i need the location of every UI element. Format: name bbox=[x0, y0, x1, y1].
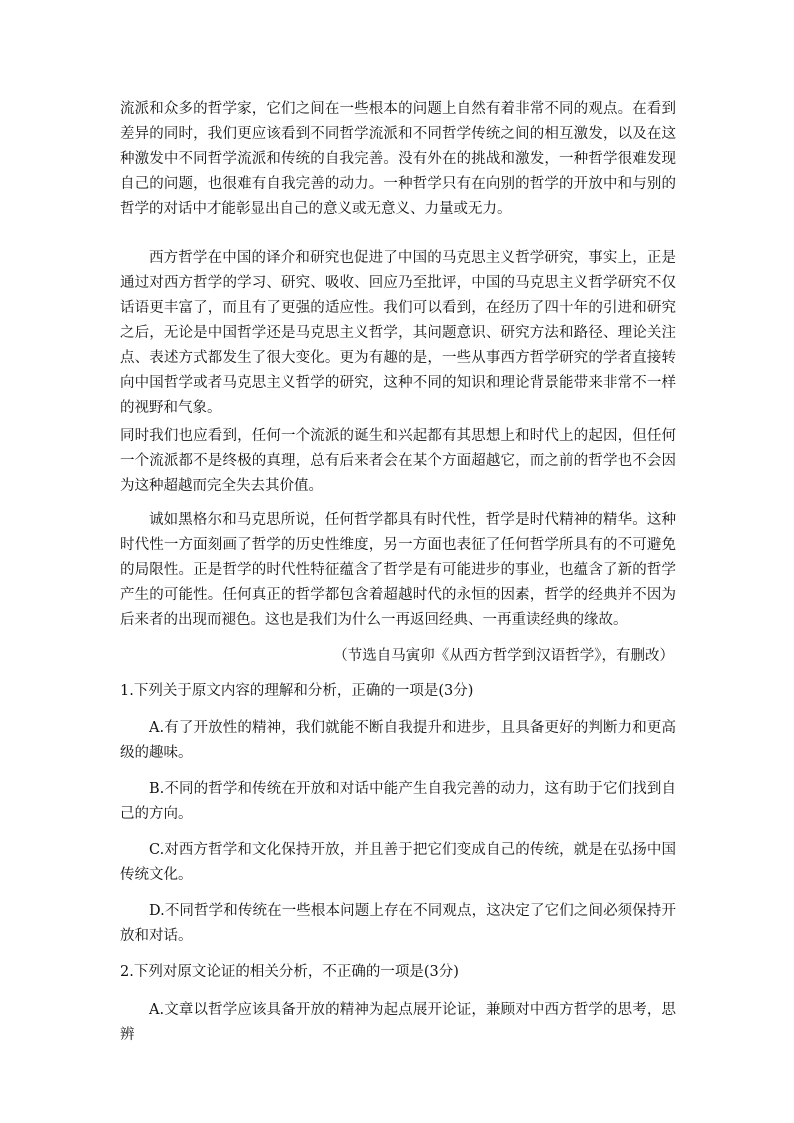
paragraph-3: 同时我们也应看到，任何一个流派的诞生和兴起都有其思想上和时代上的起因，但任何一个流派都不是终极的真理，总有后来者会在某个方面超越它，而之前的哲学也不会因为这种超越而完全失去其价值。 bbox=[120, 428, 676, 494]
question-1-option-d: D.不同哲学和传统在一些根本问题上存在不同观点，这决定了它们之间必须保持开放和对话。 bbox=[120, 903, 676, 944]
question-2-stem: 2.下列对原文论证的相关分析，不正确的一项是(3分) bbox=[120, 964, 459, 980]
paragraph-1: 流派和众多的哲学家，它们之间在一些根本的问题上自然有着非常不同的观点。在看到差异的同时，我们更应该看到不同哲学流派和不同哲学传统之间的相互激发，以及在这种激发中不同哲学流派和传统的自我完善。没有外在的挑战和激发，一种哲学很难发现自己的问题，也很难有自我完善的动力。一种哲学只有在向别的哲学的开放中和与别的哲学的对话中才能彰显出自己的意义或无意义、力量或无力。 bbox=[120, 101, 676, 217]
question-2-option-a: A.文章以哲学应该具备开放的精神为起点展开论证，兼顾对中西方哲学的思考，思辨 bbox=[120, 1002, 676, 1043]
source-citation: （节选自马寅卯《从西方哲学到汉语哲学》，有删改） bbox=[333, 648, 674, 664]
question-1-option-c: C.对西方哲学和文化保持开放，并且善于把它们变成自己的传统，就是在弘扬中国传统文化。 bbox=[120, 842, 676, 883]
question-1-option-b: B.不同的哲学和传统在开放和对话中能产生自我完善的动力，这有助于它们找到自己的方向。 bbox=[120, 781, 676, 822]
question-1-option-a: A.有了开放性的精神，我们就能不断自我提升和进步，且具备更好的判断力和更高级的趣味。 bbox=[120, 720, 676, 761]
question-1-stem: 1.下列关于原文内容的理解和分析，正确的一项是(3分) bbox=[120, 683, 474, 699]
paragraph-2: 西方哲学在中国的译介和研究也促进了中国的马克思主义哲学研究，事实上，正是通过对西方哲学的学习、研究、吸收、回应乃至批评，中国的马克思主义哲学研究不仅话语更丰富了，而且有了更强的适应性。我们可以看到，在经历了四十年的引进和研究之后，无论是中国哲学还是马克思主义哲学，其问题意识、研究方法和路径、理论关注点、表述方式都发生了很大变化。更为有趣的是，一些从事西方哲学研究的学者直接转向中国哲学或者马克思主义哲学的研究，这种不同的知识和理论背景能带来非常不一样的视野和气象。 bbox=[120, 250, 676, 416]
paragraph-4: 诚如黑格尔和马克思所说，任何哲学都具有时代性，哲学是时代精神的精华。这种时代性一方面刻画了哲学的历史性维度，另一方面也表征了任何哲学所具有的不可避免的局限性。正是哲学的时代性特征蕴含了哲学是有可能进步的事业，也蕴含了新的哲学产生的可能性。任何真正的哲学都包含着超越时代的永恒的因素，哲学的经典并不因为后来者的出现而褪色。这也是我们为什么一再返回经典、一再重读经典的缘故。 bbox=[120, 512, 676, 628]
